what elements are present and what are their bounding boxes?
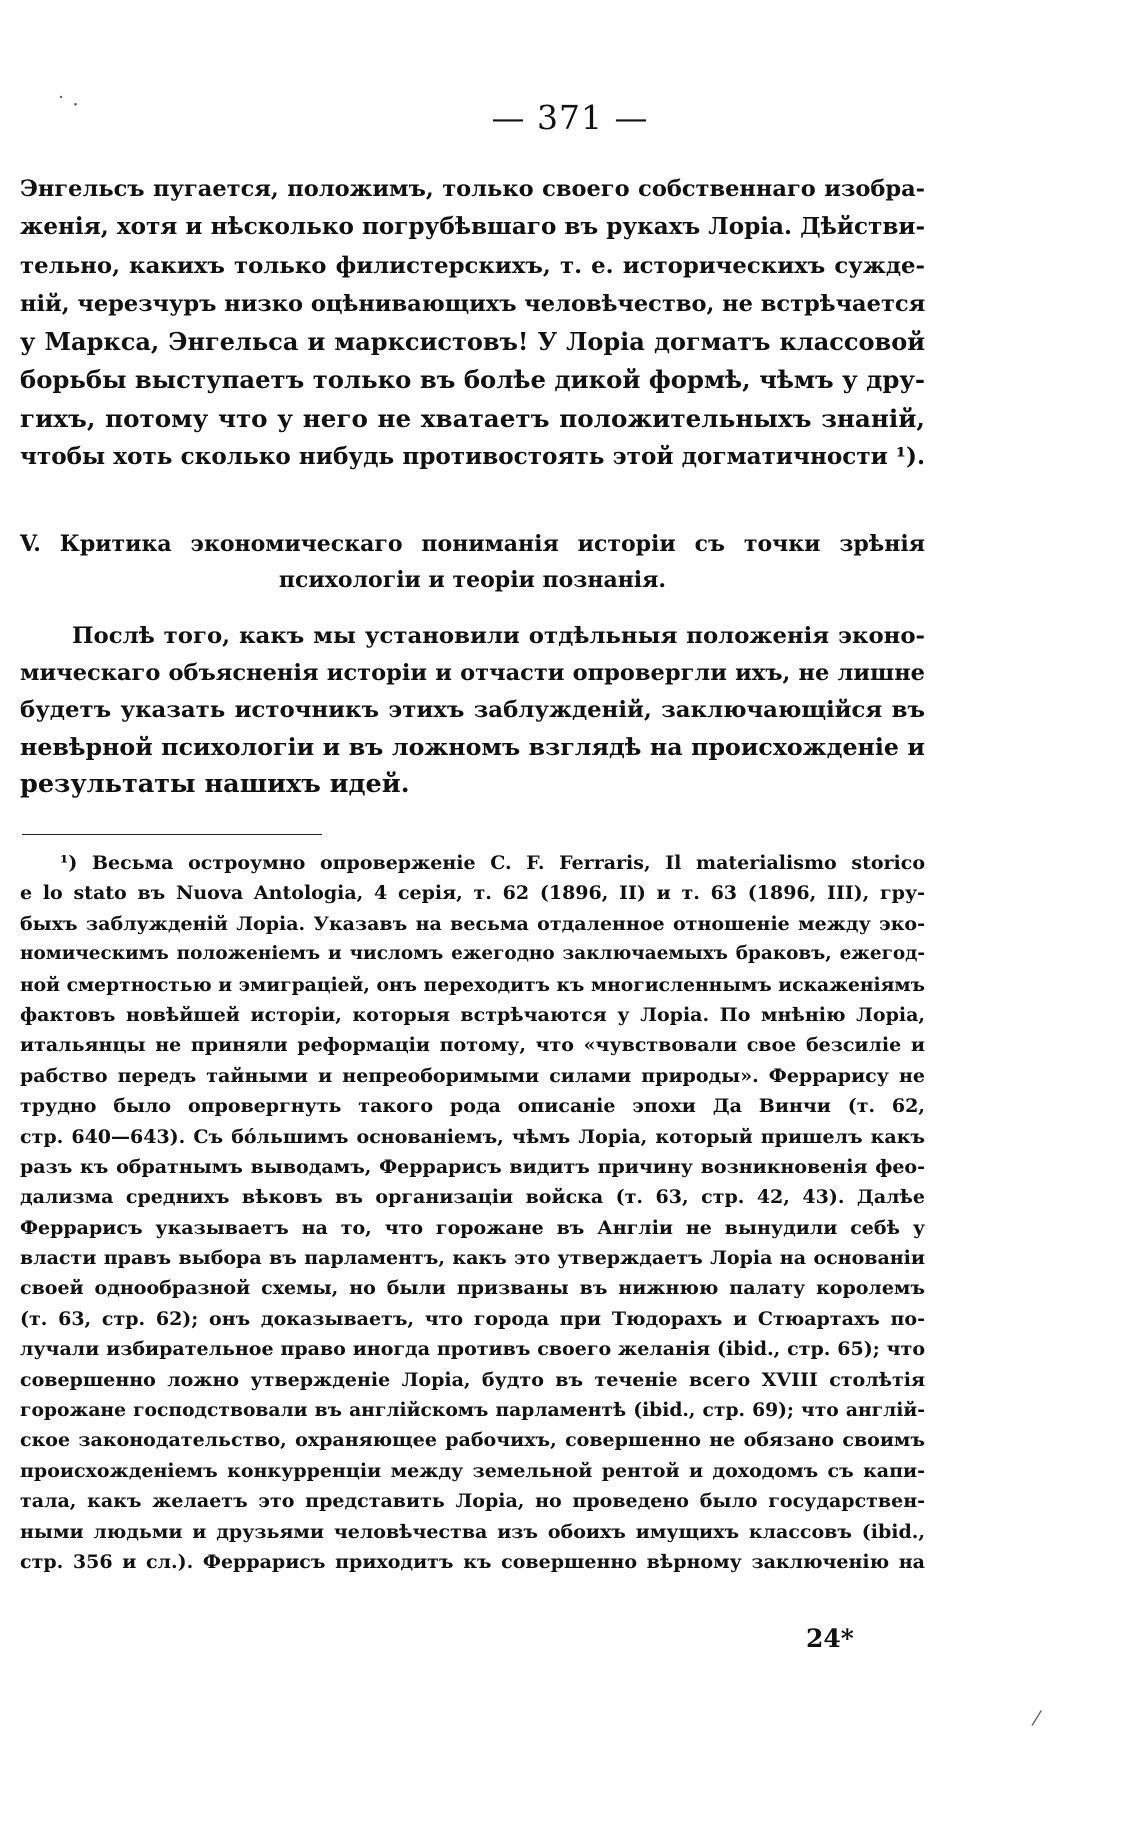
footnote-line: фактовъ новѣйшей исторіи, которыя встрѣчаются у Лоріа. По мнѣнію Лоріа, <box>20 1003 925 1026</box>
footnote-line: тала, какъ желаетъ это представить Лоріа, но проведено было государствен- <box>20 1490 925 1513</box>
text-line: Энгельсъ пугается, положимъ, только своего собственнаго изобра- <box>20 176 925 202</box>
footnote-line: власти правъ выбора въ парламентъ, какъ это утверждаетъ Лоріа на основаніи <box>20 1247 925 1270</box>
footnote-line: трудно было опровергнуть такого рода описаніе эпохи Да Винчи (т. 62, <box>20 1095 925 1118</box>
footnote-line: стр. 640—643). Съ бо́льшимъ основаніемъ, чѣмъ Лоріа, который пришелъ какъ <box>20 1125 925 1148</box>
paragraph-2 <box>20 618 925 803</box>
text-line: чтобы хоть сколько нибудь противостоять этой догматичности ¹). <box>20 443 925 471</box>
text-line: борьбы выступаетъ только въ болѣе дикой формѣ, чѣмъ у дру- <box>20 365 925 395</box>
footnote-line: рабство передъ тайными и непреоборимыми силами природы». Феррарису не <box>20 1064 925 1087</box>
footnote-line: стр. 356 и сл.). Феррарисъ приходитъ къ совершенно вѣрному заключенію на <box>20 1550 925 1573</box>
footnote-line: горожане господствовали въ англійскомъ парламентѣ (ibid., стр. 69); что англій- <box>20 1399 925 1422</box>
page-number: — 371 — <box>491 98 649 137</box>
footnote-line: дализма среднихъ вѣковъ въ организаціи войска (т. 63, стр. 42, 43). Далѣе <box>20 1186 925 1209</box>
footnote-line: лучали избирательное право иногда противъ своего желанія (ibid., стр. 65); что <box>20 1338 925 1361</box>
text-line: мическаго объясненія исторіи и отчасти опровергли ихъ, не лишне <box>20 660 925 686</box>
footnote-line: быхъ заблужденій Лоріа. Указавъ на весьма отдаленное отношеніе между эко- <box>20 912 925 935</box>
heading-line-1: V. Критика экономическаго пониманія исторіи съ точки зрѣнія <box>20 531 925 557</box>
paragraph-1 <box>20 170 925 476</box>
footnote-line: ¹) Весьма остроумно опроверженіе C. F. Ferraris, Il materialismo storico <box>60 852 925 874</box>
footnote-line: своей однообразной схемы, но были призваны въ нижнюю палату королемъ <box>20 1277 925 1300</box>
text-line: ній, черезчуръ низко оцѣнивающихъ человѣчество, не встрѣчается <box>20 290 926 317</box>
footnote-line: ными людьми и друзьями человѣчества изъ обоихъ имущихъ классовъ (ibid., <box>20 1520 925 1543</box>
section-heading <box>20 526 925 598</box>
footnote-line: ское законодательство, охраняющее рабочихъ, совершенно не обязано своимъ <box>20 1429 925 1452</box>
footnote-line: разъ къ обратнымъ выводамъ, Феррарисъ видитъ причину возникновенія фео- <box>20 1155 925 1178</box>
text-line: будетъ указать источникъ этихъ заблужденій, заключающійся въ <box>20 697 925 723</box>
footnote <box>20 848 925 1577</box>
text-line: тельно, какихъ только филистерскихъ, т. е. историческихъ сужде- <box>20 252 925 279</box>
footnote-line: Феррарисъ указываетъ на то, что горожане въ Англіи не вынудили себѣ у <box>20 1216 925 1239</box>
scan-mark-pencil: ⁄ <box>1035 1706 1039 1730</box>
text-line: результаты нашихъ идей. <box>20 769 410 799</box>
heading-line-2: психологіи и теоріи познанія. <box>278 567 667 593</box>
text-line: Послѣ того, какъ мы установили отдѣльныя положенія эконо- <box>72 623 925 649</box>
scan-mark-dot: ˙ · <box>56 92 79 116</box>
text-line: невѣрной психологіи и въ ложномъ взглядѣ на происхожденіе и <box>20 733 925 761</box>
footnote-line: номическимъ положеніемъ и числомъ ежегодно заключаемыхъ браковъ, ежегод- <box>20 943 925 965</box>
footnote-line: совершенно ложно утвержденіе Лоріа, будто въ теченіе всего XVIII столѣтія <box>20 1368 925 1391</box>
footnote-line: происхожденіемъ конкурренціи между земельной рентой и доходомъ съ капи- <box>20 1459 925 1482</box>
footnote-line: итальянцы не приняли реформаціи потому, что «чувствовали свое безсиліе и <box>20 1034 925 1057</box>
text-line: гихъ, потому что у него не хватаетъ положительныхъ знаній, <box>20 403 925 433</box>
footnote-divider <box>22 834 322 835</box>
footnote-line: e lo stato въ Nuova Antologia, 4 серія, т. 62 (1896, II) и т. 63 (1896, III), гру- <box>20 882 925 905</box>
footnote-line: ной смертностью и эмиграціей, онъ переходитъ къ многисленнымъ искаженіямъ <box>20 973 925 996</box>
printer-signature-mark: 24* <box>806 1624 854 1653</box>
text-line: женія, хотя и нѣсколько погрубѣвшаго въ рукахъ Лоріа. Дѣйстви- <box>20 213 926 241</box>
text-line: у Маркса, Энгельса и марксистовъ! У Лоріа догматъ классовой <box>20 327 925 357</box>
footnote-line: (т. 63, стр. 62); онъ доказываетъ, что города при Тюдорахъ и Стюартахъ по- <box>20 1307 925 1330</box>
